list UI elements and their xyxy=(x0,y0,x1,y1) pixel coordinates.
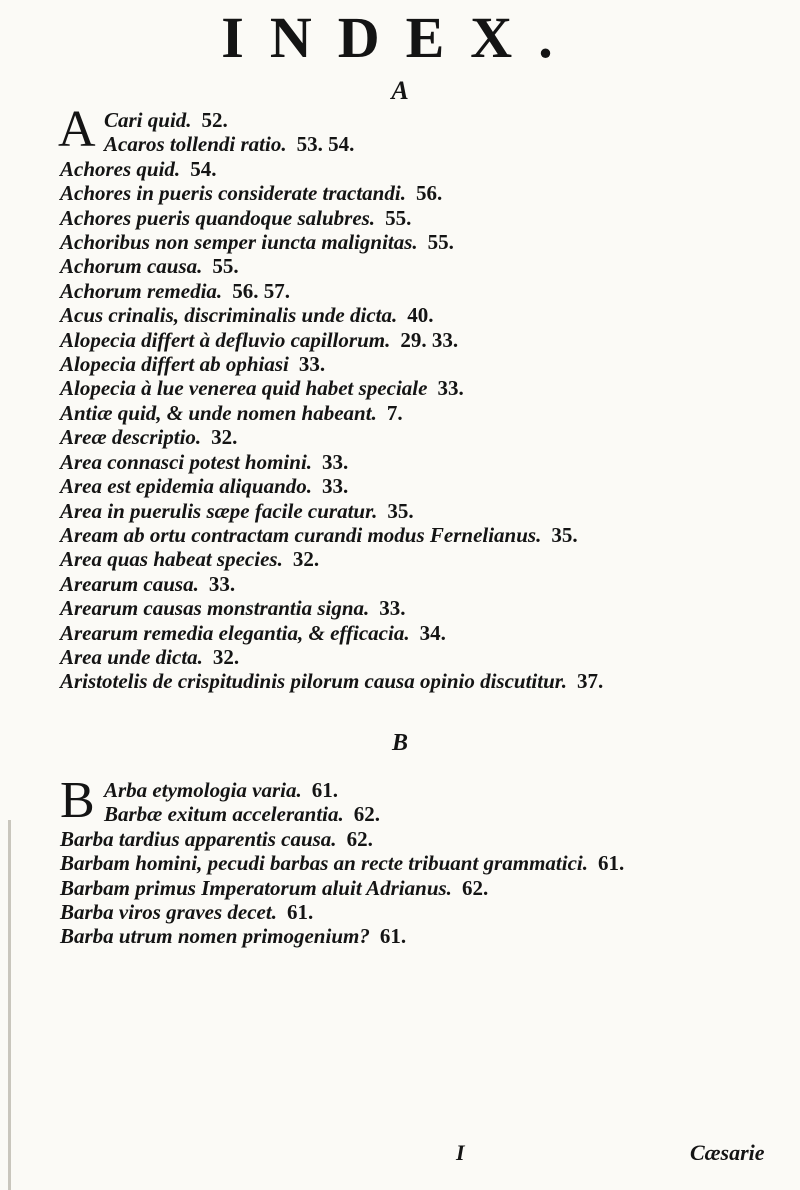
entry-text: Arearum remedia elegantia, & efficacia. xyxy=(60,620,410,645)
entry-page: 32. xyxy=(211,425,238,450)
entry-text: Achorum remedia. xyxy=(60,278,223,303)
entry-text: Barba tardius apparentis causa. xyxy=(60,826,337,851)
entry-page: 35. xyxy=(551,522,578,547)
entry-page: 55. xyxy=(385,205,412,230)
entry-page: 61. xyxy=(311,778,338,802)
entry-page: 55. xyxy=(427,230,454,255)
entry-text: Areæ descriptio. xyxy=(60,425,202,450)
entry-text: Achores pueris quandoque salubres. xyxy=(60,205,376,230)
entry-text: Achorum causa. xyxy=(60,254,203,279)
entry-page: 33. xyxy=(322,449,349,474)
entry-text: Area connasci potest homini. xyxy=(60,449,313,474)
entry-page: 56. xyxy=(415,181,443,206)
entry-text: Aristotelis de crispitudinis pilorum causa opinio discutitur. xyxy=(60,669,568,694)
entry-page: 54. xyxy=(190,156,217,181)
index-entry xyxy=(60,621,780,645)
entry-page: 33. xyxy=(322,474,349,499)
entry-page: 32. xyxy=(212,644,240,669)
section-b-entries xyxy=(60,778,780,949)
entry-text: Alopecia differt ab ophiasi xyxy=(60,352,289,377)
entry-page: 62. xyxy=(346,826,373,851)
index-entry xyxy=(60,425,780,449)
index-entry xyxy=(60,230,780,254)
entry-page: 33. xyxy=(298,352,326,377)
index-entry xyxy=(60,802,780,826)
catchword: Cæsarie xyxy=(690,1140,765,1165)
entry-page: 56. 57. xyxy=(232,278,290,303)
index-entry xyxy=(60,924,780,948)
entry-page: 61. xyxy=(286,900,314,925)
entry-page: 32. xyxy=(292,547,320,572)
index-entry xyxy=(60,328,780,352)
binding-edge xyxy=(8,820,11,1190)
index-entry xyxy=(60,474,780,498)
entry-text: Arearum causa. xyxy=(60,571,199,596)
entry-text: Acus crinalis, discriminalis unde dicta. xyxy=(60,303,398,328)
entry-text: Barba utrum nomen primogenium? xyxy=(60,924,370,949)
entry-text: Aream ab ortu contractam curandi modus Fernelianus. xyxy=(60,522,542,547)
index-entry xyxy=(60,523,780,547)
index-entry xyxy=(60,596,780,620)
entry-page: 62. xyxy=(353,802,380,827)
entry-text: Barba viros graves decet. xyxy=(60,900,277,925)
entry-text: Acaros tollendi ratio. xyxy=(104,132,287,157)
entry-text: Area quas habeat species. xyxy=(60,547,283,572)
entry-text: Achores in pueris considerate tractandi. xyxy=(60,181,406,206)
entry-text: Antiæ quid, & unde nomen habeant. xyxy=(60,400,377,425)
index-entry xyxy=(60,181,780,205)
index-entry xyxy=(60,279,780,303)
entry-page: 61. xyxy=(597,851,625,876)
index-entry xyxy=(60,547,780,571)
entry-text: Alopecia à lue venerea quid habet speciale xyxy=(60,376,428,401)
page-title: INDEX. xyxy=(221,5,579,70)
index-entry xyxy=(60,352,780,376)
section-heading-b: B xyxy=(391,730,408,756)
index-entry xyxy=(60,645,780,669)
dropcap-b: B xyxy=(60,772,95,829)
entry-page: 62. xyxy=(461,875,489,900)
entry-page: 61. xyxy=(379,924,407,949)
entry-text: Barbam primus Imperatorum aluit Adrianus. xyxy=(60,875,452,900)
entry-text: Barbæ exitum accelerantia. xyxy=(104,802,344,827)
index-entry xyxy=(60,827,780,851)
entry-text: Achores quid. xyxy=(60,156,181,181)
entry-page: 37. xyxy=(577,669,604,694)
entry-page: 40. xyxy=(407,303,434,328)
index-entry xyxy=(60,376,780,400)
entry-text: Arearum causas monstrantia signa. xyxy=(60,596,370,621)
section-heading-a: A xyxy=(391,76,409,105)
index-entry xyxy=(60,108,780,132)
index-entry xyxy=(60,778,780,802)
index-entry xyxy=(60,876,780,900)
entry-page: 33. xyxy=(379,596,406,621)
entry-page: 34. xyxy=(419,620,446,645)
entry-page: 33. xyxy=(437,376,464,401)
entry-text: Alopecia differt à defluvio capillorum. xyxy=(60,327,391,352)
signature-mark: I xyxy=(456,1140,465,1165)
entry-page: 52. xyxy=(201,108,228,132)
entry-text: Area est epidemia aliquando. xyxy=(60,474,312,499)
index-entry xyxy=(60,157,780,181)
entry-text: Cari quid. xyxy=(104,108,192,132)
entry-page: 29. 33. xyxy=(400,327,459,352)
entry-text: Achoribus non semper iuncta malignitas. xyxy=(60,230,418,255)
index-entry xyxy=(60,206,780,230)
entry-text: Arba etymologia varia. xyxy=(104,778,302,802)
entry-page: 7. xyxy=(386,400,403,425)
index-entry xyxy=(60,303,780,327)
index-entry xyxy=(60,499,780,523)
entry-page: 55. xyxy=(212,254,239,279)
entry-text: Area in puerulis sæpe facile curatur. xyxy=(60,498,378,523)
dropcap-a: A xyxy=(58,101,96,158)
index-entry xyxy=(60,254,780,278)
index-entry xyxy=(60,572,780,596)
entry-page: 33. xyxy=(208,571,236,596)
section-a-entries xyxy=(60,108,780,694)
index-entry xyxy=(60,669,780,693)
entry-page: 53. 54. xyxy=(296,132,355,157)
entry-text: Area unde dicta. xyxy=(60,644,203,669)
index-entry xyxy=(60,851,780,875)
index-entry xyxy=(60,401,780,425)
index-entry xyxy=(60,450,780,474)
entry-text: Barbam homini, pecudi barbas an recte tribuant grammatici. xyxy=(60,851,588,876)
index-entry xyxy=(60,900,780,924)
entry-page: 35. xyxy=(387,498,414,523)
index-entry xyxy=(60,132,780,156)
